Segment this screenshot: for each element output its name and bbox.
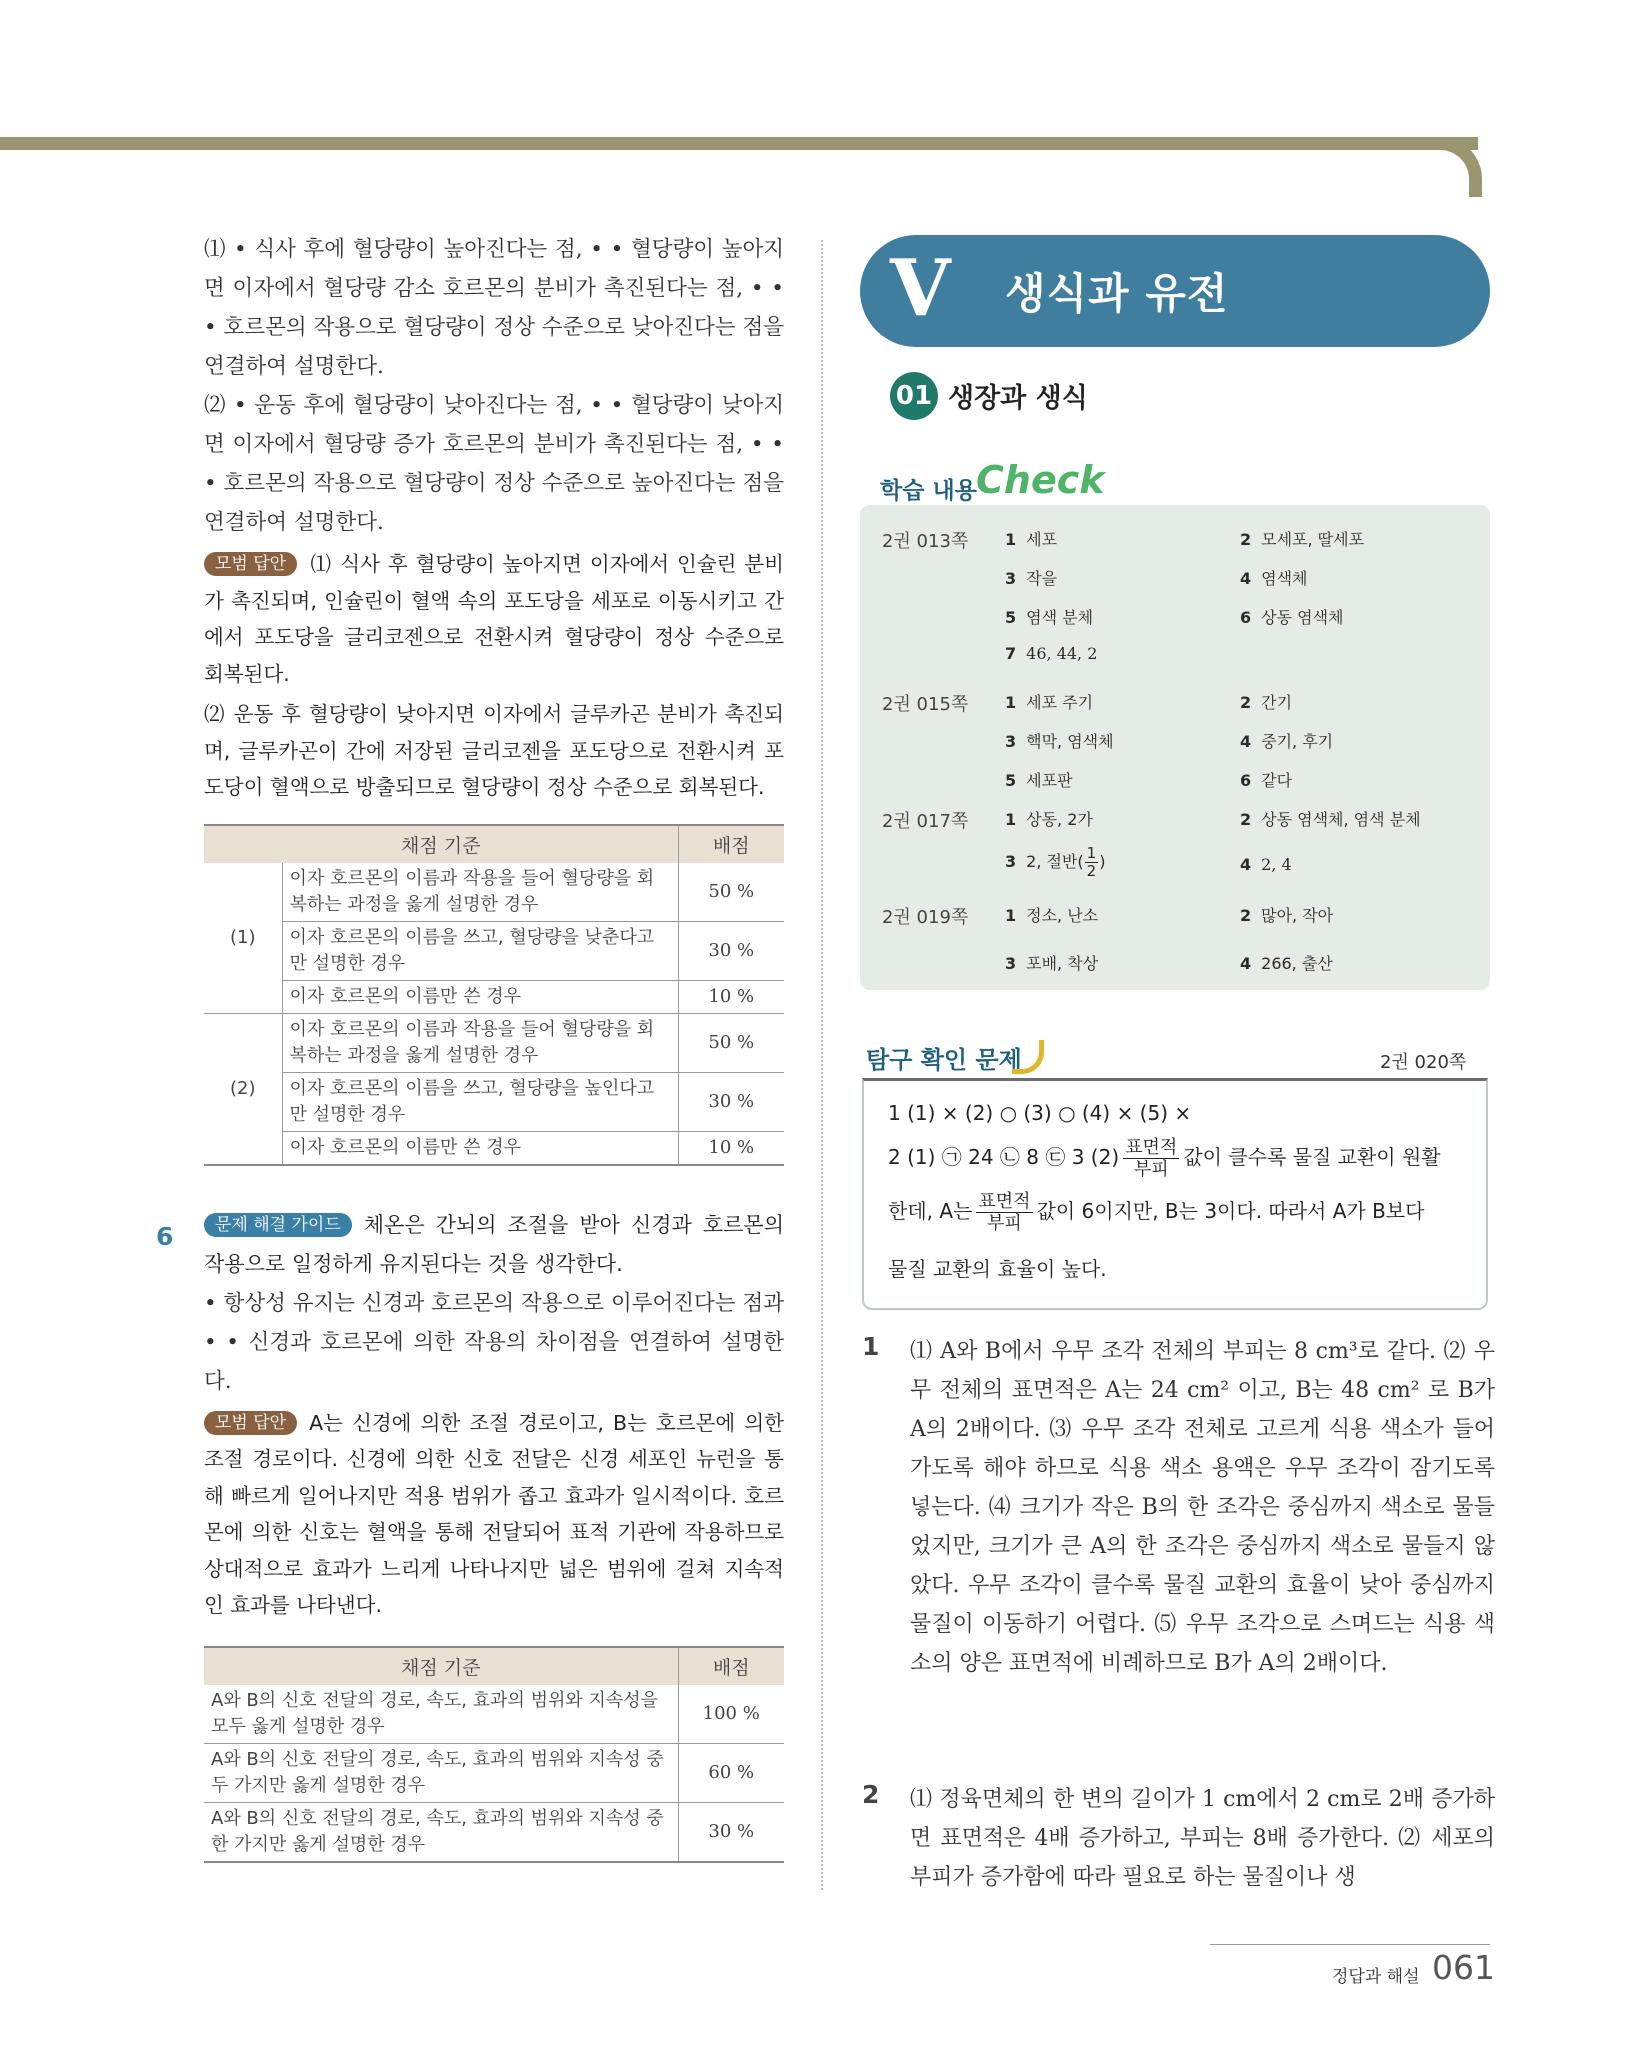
table-header-row <box>204 1647 784 1685</box>
footer-label: 정답과 해설 <box>1332 1967 1420 1987</box>
question-number-6: 6 <box>156 1222 174 1251</box>
score-cell: 10 % <box>678 980 784 1013</box>
answer-2-text: ⑴ 정육면체의 한 변의 길이가 1 cm에서 2 cm로 2배 증가하면 표면적은 4배 증가하고, 부피는 8배 증가한다. ⑵ 세포의 부피가 증가함에 따라 필요로 하는 물질이나 생 <box>910 1787 1495 1890</box>
list-item: 2 많아, 작아 <box>1240 906 1334 925</box>
score-cell: 50 % <box>678 1013 784 1072</box>
answer-number: 2 <box>862 1780 880 1809</box>
unit-banner <box>860 235 1490 347</box>
group-label: (2) <box>204 1013 282 1165</box>
q5-model-answer-2: ⑵ 운동 후 혈당량이 낮아지면 이자에서 글루카곤 분비가 촉진되며, 글루카곤이 간에 저장된 글리코젠을 포도당으로 전환시켜 포도당이 혈액으로 방출되므로 혈당량이 정상 수준으로 회복된다. <box>204 702 784 799</box>
q6-answer-text: A는 신경에 의한 조절 경로이고, B는 호르몬에 의한 조절 경로이다. 신경에 의한 신호 전달은 신경 세포인 뉴런을 통해 빠르게 일어나지만 적용 범위가 좁고 효과가 일시적이다. 호르몬에 의한 신호는 혈액을 통해 전달되어 표적 기관에 작용하므로 상대적으로 효과가 느리게 나타나지만 넓은 범위에 걸쳐 지속적인 효과를 나타낸다. <box>204 1410 784 1617</box>
list-item: 7 46, 44, 2 <box>1005 644 1098 663</box>
list-item: 6 상동 염색체 <box>1240 608 1344 627</box>
inquiry-answers-box <box>862 1078 1488 1310</box>
score-header: 배점 <box>678 1647 784 1685</box>
problem-guide-badge: 문제 해결 가이드 <box>204 1213 352 1237</box>
group-label: (1) <box>204 863 282 1014</box>
criteria-cell: A와 B의 신호 전달의 경로, 속도, 효과의 범위와 지속성 중 두 가지만 옳게 설명한 경우 <box>204 1743 678 1802</box>
list-item: 4 염색체 <box>1240 569 1308 588</box>
check-answers-box <box>860 505 1490 990</box>
score-cell: 100 % <box>678 1685 784 1744</box>
table-row <box>204 1072 784 1131</box>
list-item: 5 염색 분체 <box>1005 608 1094 627</box>
criteria-header: 채점 기준 <box>204 825 678 863</box>
list-item: 1 세포 <box>1005 530 1058 549</box>
q5-answer-1-text: ⑴ 식사 후 혈당량이 높아지면 이자에서 인슐린 분비가 촉진되며, 인슐린이 혈액 속의 포도당을 세포로 이동시키고 간에서 포도당을 글리코젠으로 전환시켜 혈당량이 정상 수준으로 회복된다. <box>204 552 784 686</box>
list-item: 6 같다 <box>1240 771 1293 790</box>
model-answer-badge: 모범 답안 <box>204 552 297 576</box>
q5-hint-2: ⑵ • 운동 후에 혈당량이 낮아진다는 점, • • 혈당량이 낮아지면 이자에서 혈당량 증가 호르몬의 분비가 촉진된다는 점, • • • 호르몬의 작용으로 혈당량이 정상 수준으로 높아진다는 점을 연결하여 설명한다. <box>204 393 784 535</box>
score-cell: 30 % <box>678 1072 784 1131</box>
q6-guide-text: 체온은 간뇌의 조절을 받아 신경과 호르몬의 작용으로 일정하게 유지된다는 것을 생각한다. <box>204 1212 784 1276</box>
table-row <box>204 980 784 1013</box>
table-header-row <box>204 825 784 863</box>
page-ref: 2권 013쪽 <box>882 531 969 552</box>
q6-section <box>204 1206 784 1863</box>
check-section-label: 학습 내용 <box>880 478 977 504</box>
criteria-cell: A와 B의 신호 전달의 경로, 속도, 효과의 범위와 지속성을 모두 옳게 설명한 경우 <box>204 1685 678 1744</box>
q5-model-answer-1 <box>204 546 784 692</box>
list-item: 3 포배, 착상 <box>1005 954 1099 973</box>
table-row <box>204 863 784 922</box>
list-item: 1 세포 주기 <box>1005 693 1094 712</box>
score-cell: 60 % <box>678 1743 784 1802</box>
score-cell: 10 % <box>678 1131 784 1165</box>
list-item: 3 작을 <box>1005 569 1058 588</box>
fraction-numerator: 표면적 <box>1125 1137 1178 1158</box>
table-row <box>204 1685 784 1744</box>
inquiry-check-label: 탐구 확인 문제 <box>866 1046 1022 1074</box>
column-divider <box>821 240 823 1890</box>
list-item: 5 세포판 <box>1005 771 1073 790</box>
criteria-cell: 이자 호르몬의 이름과 작용을 들어 혈당량을 회복하는 과정을 옳게 설명한 경우 <box>282 863 678 922</box>
list-item: 1 상동, 2가 <box>1005 810 1093 829</box>
list-item: 2 상동 염색체, 염색 분체 <box>1240 810 1421 829</box>
page-number: 061 <box>1432 1948 1495 1987</box>
criteria-cell: 이자 호르몬의 이름만 쓴 경우 <box>282 980 678 1013</box>
q5-scoring-table <box>204 824 784 1166</box>
q6-scoring-table <box>204 1646 784 1863</box>
criteria-header: 채점 기준 <box>204 1647 678 1685</box>
chapter-number-badge: 01 <box>890 372 938 420</box>
q5-hint-1: ⑴ • 식사 후에 혈당량이 높아진다는 점, • • 혈당량이 높아지면 이자에서 혈당량 감소 호르몬의 분비가 촉진된다는 점, • • • 호르몬의 작용으로 혈당량이 정상 수준으로 낮아진다는 점을 연결하여 설명한다. <box>204 237 784 379</box>
answer-1-text: ⑴ A와 B에서 우무 조각 전체의 부피는 8 cm³로 같다. ⑵ 우무 전체의 표면적은 A는 24 cm² 이고, B는 48 cm² 로 B가 A의 2배이다. ⑶ 우무 조각 전체로 고르게 식용 색소가 들어가도록 해야 하므로 식용 색소 용액은 우무 조각이 잠기도록 넣는다. ⑷ 크기가 작은 B의 한 조각은 중심까지 색소로 물들었지만, 크기가 큰 A의 한 조각은 중심까지 색소로 물들지 않았다. 우무 조각이 클수록 물질 교환의 효율이 낮아 중심까지 물질이 이동하기 어렵다. ⑸ 우무 조각으로 스며드는 식용 색소의 양은 표면적에 비례하므로 B가 A의 2배이다. <box>910 1339 1495 1676</box>
list-item: 4 2, 4 <box>1240 855 1292 874</box>
inquiry-answer-2-end: 물질 교환의 효율이 높다. <box>888 1257 1107 1281</box>
table-row <box>204 1802 784 1862</box>
header-rule <box>0 137 1478 150</box>
left-column <box>204 230 784 1863</box>
inquiry-answer-2: 2 (1) ㉠ 24 ㉡ 8 ㉢ 3 (2) $\frac{\text{표면적}}{\text{부피}}$ 값이 클수록 물질 교환이 원활 <box>888 1137 1441 1180</box>
score-cell: 30 % <box>678 1802 784 1862</box>
score-header: 배점 <box>678 825 784 863</box>
list-item: 3 핵막, 염색체 <box>1005 732 1114 751</box>
fraction-denominator: 부피 <box>987 1213 1022 1234</box>
fraction-numerator: 1 <box>1086 844 1097 862</box>
inquiry-answer-2-cont: 한데, A는 $\frac{\text{표면적}}{\text{부피}}$ 값이 6이지만, B는 3이다. 따라서 A가 B보다 <box>888 1191 1425 1234</box>
table-row <box>204 1013 784 1072</box>
page-ref: 2권 015쪽 <box>882 694 969 715</box>
score-cell: 50 % <box>678 863 784 922</box>
q6-hint: • 항상성 유지는 신경과 호르몬의 작용으로 이루어진다는 점과 • • 신경과 호르몬에 의한 작용의 차이점을 연결하여 설명한다. <box>204 1290 784 1394</box>
page-ref: 2권 019쪽 <box>882 907 969 928</box>
score-cell: 30 % <box>678 921 784 980</box>
list-item: 2 모세포, 딸세포 <box>1240 530 1365 549</box>
unit-title: 생식과 유전 <box>1005 269 1229 318</box>
footer-rule <box>1210 1944 1490 1945</box>
criteria-cell: 이자 호르몬의 이름과 작용을 들어 혈당량을 회복하는 과정을 옳게 설명한 경우 <box>282 1013 678 1072</box>
table-row <box>204 1131 784 1165</box>
fraction-denominator: 2 <box>1086 862 1097 880</box>
list-item: 3 2, 절반( $\frac{1}{2}$ ) <box>1005 844 1106 880</box>
criteria-cell: 이자 호르몬의 이름을 쓰고, 혈당량을 높인다고만 설명한 경우 <box>282 1072 678 1131</box>
fraction-numerator: 표면적 <box>978 1191 1031 1212</box>
table-row <box>204 1743 784 1802</box>
q6-guide <box>204 1206 784 1284</box>
list-item: 1 정소, 난소 <box>1005 906 1099 925</box>
criteria-cell: A와 B의 신호 전달의 경로, 속도, 효과의 범위와 지속성 중 한 가지만 옳게 설명한 경우 <box>204 1802 678 1862</box>
chapter-title: 생장과 생식 <box>948 383 1088 414</box>
page-ref: 2권 017쪽 <box>882 811 969 832</box>
check-logo: Check <box>976 458 1105 502</box>
criteria-cell: 이자 호르몬의 이름을 쓰고, 혈당량을 낮춘다고만 설명한 경우 <box>282 921 678 980</box>
answer-number: 1 <box>862 1332 880 1361</box>
inquiry-page-ref: 2권 020쪽 <box>1380 1052 1467 1073</box>
list-item: 4 266, 출산 <box>1240 954 1333 973</box>
model-answer-badge: 모범 답안 <box>204 1411 297 1435</box>
swoosh-icon <box>1012 1040 1044 1074</box>
inquiry-answer-1: 1 (1) × (2) ○ (3) ○ (4) × (5) × <box>888 1101 1192 1125</box>
list-item: 4 중기, 후기 <box>1240 732 1334 751</box>
table-row <box>204 921 784 980</box>
q6-model-answer <box>204 1405 784 1624</box>
criteria-cell: 이자 호르몬의 이름만 쓴 경우 <box>282 1131 678 1165</box>
list-item: 2 간기 <box>1240 693 1293 712</box>
fraction-denominator: 부피 <box>1133 1159 1169 1180</box>
unit-number: V <box>890 243 951 334</box>
